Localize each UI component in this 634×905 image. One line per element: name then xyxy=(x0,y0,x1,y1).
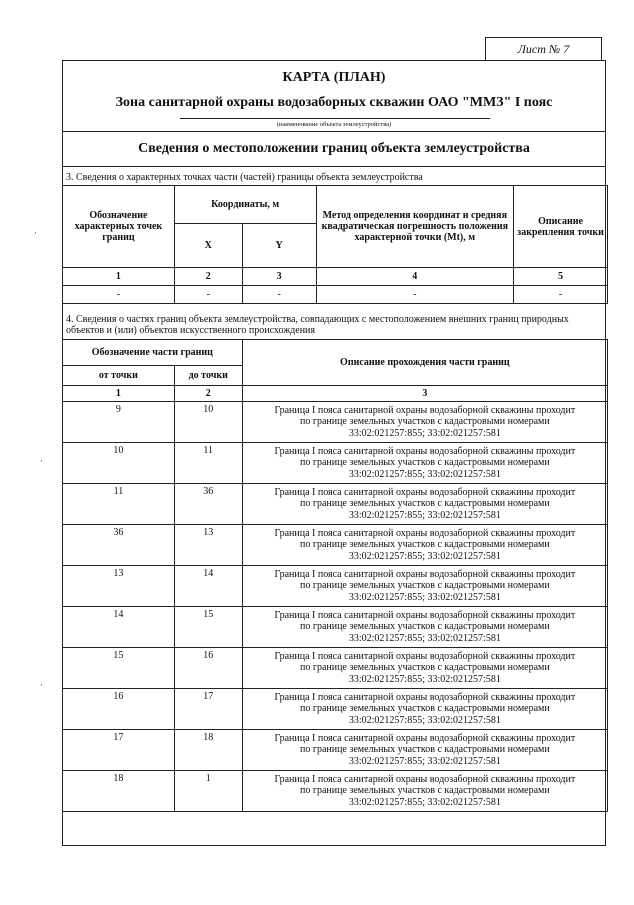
table-row xyxy=(63,689,608,730)
description-line: Граница I пояса санитарной охраны водозаборной скважины проходит xyxy=(274,691,576,703)
description-line: по границе земельных участков с кадастровыми номерами xyxy=(299,744,550,756)
from-point: 18 xyxy=(63,771,175,812)
description-line: 33:02:021257:855; 33:02:021257:581 xyxy=(348,796,501,808)
description-line: Граница I пояса санитарной охраны водозаборной скважины проходит xyxy=(274,445,576,457)
header-description: Описание прохождения части границ xyxy=(242,340,607,386)
description-line: по границе земельных участков с кадастровыми номерами xyxy=(299,662,550,674)
table-row xyxy=(63,484,608,525)
table-cell: - xyxy=(316,286,514,304)
table-row xyxy=(63,648,608,689)
description-line: Граница I пояса санитарной охраны водозаборной скважины проходит xyxy=(274,486,576,498)
table-row xyxy=(63,402,608,443)
part-description xyxy=(242,402,607,443)
description-line: по границе земельных участков с кадастровыми номерами xyxy=(299,457,550,469)
description-line: Граница I пояса санитарной охраны водозаборной скважины проходит xyxy=(274,527,576,539)
from-point: 11 xyxy=(63,484,175,525)
to-point: 17 xyxy=(174,689,242,730)
to-point: 1 xyxy=(174,771,242,812)
to-point: 10 xyxy=(174,402,242,443)
section3-caption: 3. Сведения о характерных точках части (частей) границы объекта землеустройства xyxy=(66,172,423,183)
description-line: 33:02:021257:855; 33:02:021257:581 xyxy=(348,509,501,521)
divider xyxy=(62,131,606,132)
divider xyxy=(62,166,606,167)
table-row xyxy=(63,730,608,771)
boundary-parts-table xyxy=(62,339,608,812)
table-row xyxy=(63,771,608,812)
to-point: 11 xyxy=(174,443,242,484)
part-description xyxy=(242,730,607,771)
to-point: 14 xyxy=(174,566,242,607)
part-description xyxy=(242,484,607,525)
table-cell: - xyxy=(514,286,608,304)
part-description xyxy=(242,771,607,812)
description-line: Граница I пояса санитарной охраны водозаборной скважины проходит xyxy=(274,568,576,580)
table-row xyxy=(63,566,608,607)
section-title: Сведения о местоположении границ объекта землеустройства xyxy=(138,141,530,156)
description-line: Граница I пояса санитарной охраны водозаборной скважины проходит xyxy=(274,609,576,621)
to-point: 13 xyxy=(174,525,242,566)
description-line: 33:02:021257:855; 33:02:021257:581 xyxy=(348,591,501,603)
margin-mark: · xyxy=(34,228,37,238)
header-designation: Обозначение характерных точек границ xyxy=(63,186,175,268)
part-description xyxy=(242,566,607,607)
to-point: 15 xyxy=(174,607,242,648)
from-point: 10 xyxy=(63,443,175,484)
column-number: 4 xyxy=(316,268,514,286)
from-point: 14 xyxy=(63,607,175,648)
points-table xyxy=(62,185,608,304)
from-point: 36 xyxy=(63,525,175,566)
header-to: до точки xyxy=(174,366,242,386)
description-line: по границе земельных участков с кадастровыми номерами xyxy=(299,539,550,551)
object-name: Зона санитарной охраны водозаборных скважин ОАО "ММЗ" I пояс xyxy=(115,95,553,110)
margin-mark: · xyxy=(40,680,43,690)
part-description xyxy=(242,443,607,484)
header-coords: Координаты, м xyxy=(174,186,316,224)
column-number: 1 xyxy=(63,268,175,286)
from-point: 13 xyxy=(63,566,175,607)
column-number: 2 xyxy=(174,386,242,402)
table-cell: - xyxy=(174,286,242,304)
object-name-underline xyxy=(180,118,490,119)
column-number: 3 xyxy=(242,386,607,402)
table-cell: - xyxy=(63,286,175,304)
table-row xyxy=(63,525,608,566)
header-x: X xyxy=(174,224,242,268)
section4-caption: 4. Сведения о частях границ объекта землеустройства, совпадающих с местоположением внешних границ природных объектов и (или) объектов искусственного происхождения xyxy=(66,314,569,336)
description-line: 33:02:021257:855; 33:02:021257:581 xyxy=(348,673,501,685)
part-description xyxy=(242,607,607,648)
margin-mark: · xyxy=(40,456,43,466)
description-line: 33:02:021257:855; 33:02:021257:581 xyxy=(348,427,501,439)
column-number: 5 xyxy=(514,268,608,286)
from-point: 15 xyxy=(63,648,175,689)
to-point: 36 xyxy=(174,484,242,525)
description-line: 33:02:021257:855; 33:02:021257:581 xyxy=(348,632,501,644)
description-line: по границе земельных участков с кадастровыми номерами xyxy=(299,580,550,592)
description-line: по границе земельных участков с кадастровыми номерами xyxy=(299,703,550,715)
sheet-number: Лист № 7 xyxy=(485,37,602,61)
description-line: Граница I пояса санитарной охраны водозаборной скважины проходит xyxy=(274,773,576,785)
to-point: 18 xyxy=(174,730,242,771)
part-description xyxy=(242,525,607,566)
from-point: 16 xyxy=(63,689,175,730)
column-number: 2 xyxy=(174,268,242,286)
description-line: по границе земельных участков с кадастровыми номерами xyxy=(299,785,550,797)
description-line: 33:02:021257:855; 33:02:021257:581 xyxy=(348,755,501,767)
object-name-caption: (наименование объекта землеустройства) xyxy=(276,121,392,128)
description-line: по границе земельных участков с кадастровыми номерами xyxy=(299,498,550,510)
description-line: 33:02:021257:855; 33:02:021257:581 xyxy=(348,550,501,562)
header-method: Метод определения координат и средняя квадратическая погрешность положения характерной точки (Mt), м xyxy=(316,186,514,268)
header-from: от точки xyxy=(63,366,175,386)
description-line: Граница I пояса санитарной охраны водозаборной скважины проходит xyxy=(274,404,576,416)
part-description xyxy=(242,689,607,730)
from-point: 9 xyxy=(63,402,175,443)
table-row xyxy=(63,607,608,648)
description-line: по границе земельных участков с кадастровыми номерами xyxy=(299,416,550,428)
part-description xyxy=(242,648,607,689)
to-point: 16 xyxy=(174,648,242,689)
header-description: Описание закрепления точки xyxy=(514,186,608,268)
description-line: 33:02:021257:855; 33:02:021257:581 xyxy=(348,714,501,726)
description-line: по границе земельных участков с кадастровыми номерами xyxy=(299,621,550,633)
document-title: КАРТА (ПЛАН) xyxy=(282,70,386,85)
header-y: Y xyxy=(242,224,316,268)
column-number: 1 xyxy=(63,386,175,402)
table-row xyxy=(63,443,608,484)
from-point: 17 xyxy=(63,730,175,771)
description-line: 33:02:021257:855; 33:02:021257:581 xyxy=(348,468,501,480)
table-cell: - xyxy=(242,286,316,304)
header-part: Обозначение части границ xyxy=(63,340,243,366)
column-number: 3 xyxy=(242,268,316,286)
description-line: Граница I пояса санитарной охраны водозаборной скважины проходит xyxy=(274,650,576,662)
description-line: Граница I пояса санитарной охраны водозаборной скважины проходит xyxy=(274,732,576,744)
